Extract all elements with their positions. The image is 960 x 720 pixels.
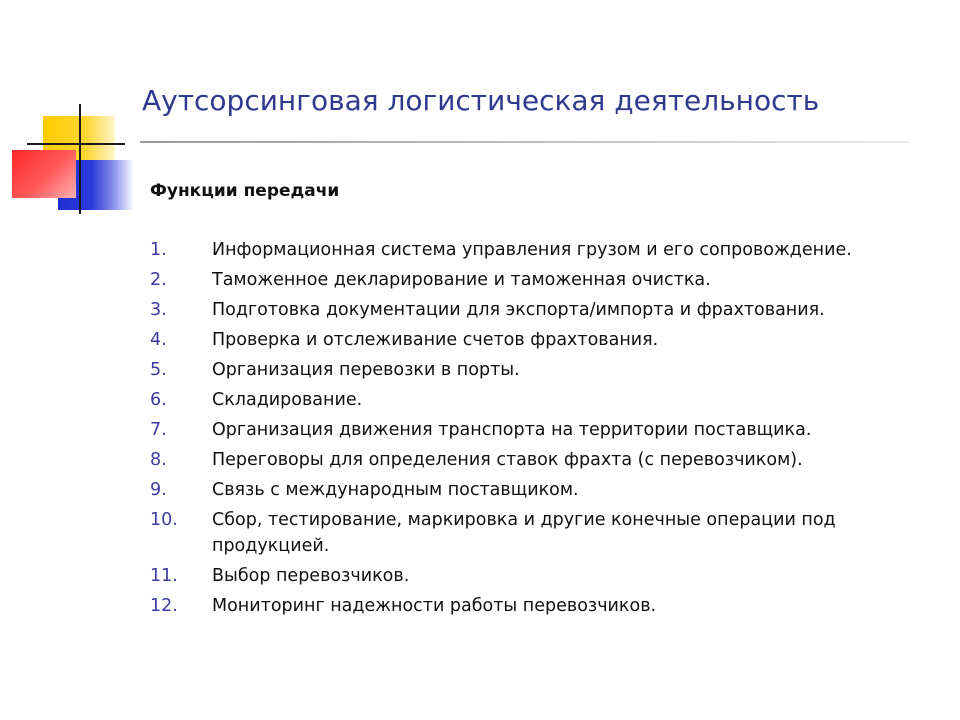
list-item xyxy=(150,563,890,589)
list-item xyxy=(150,447,890,473)
list-item xyxy=(150,357,890,383)
list-item xyxy=(150,593,890,619)
section-heading: Функции передачи xyxy=(150,181,340,201)
item-text: Подготовка документации для экспорта/импорта и фрахтования. xyxy=(212,300,825,320)
item-text: Таможенное декларирование и таможенная очистка. xyxy=(212,270,711,290)
item-number: 4. xyxy=(150,330,167,350)
list-item xyxy=(150,507,890,559)
item-number: 6. xyxy=(150,390,167,410)
item-number: 9. xyxy=(150,480,167,500)
list-item xyxy=(150,237,890,263)
list-item xyxy=(150,297,890,323)
item-text: Переговоры для определения ставок фрахта (с перевозчиком). xyxy=(212,450,803,470)
item-number: 5. xyxy=(150,360,167,380)
item-number: 12. xyxy=(150,596,178,616)
slide-title: Аутсорсинговая логистическая деятельность xyxy=(142,84,820,117)
list-item xyxy=(150,267,890,293)
item-text: Организация движения транспорта на территории поставщика. xyxy=(212,420,812,440)
item-number: 8. xyxy=(150,450,167,470)
list-item xyxy=(150,387,890,413)
item-number: 1. xyxy=(150,240,167,260)
decorative-red-square xyxy=(12,150,76,198)
item-text: Сбор, тестирование, маркировка и другие конечные операции под продукцией. xyxy=(212,510,836,556)
item-number: 11. xyxy=(150,566,178,586)
title-divider xyxy=(140,141,910,143)
item-text: Выбор перевозчиков. xyxy=(212,566,410,586)
list-item xyxy=(150,417,890,443)
item-number: 3. xyxy=(150,300,167,320)
list-item xyxy=(150,477,890,503)
functions-list xyxy=(150,237,890,623)
item-number: 2. xyxy=(150,270,167,290)
list-item xyxy=(150,327,890,353)
decorative-vertical-line xyxy=(79,104,81,214)
decorative-horizontal-line xyxy=(27,143,125,145)
item-text: Мониторинг надежности работы перевозчиков. xyxy=(212,596,657,616)
item-text: Информационная система управления грузом и его сопровождение. xyxy=(212,240,852,260)
item-text: Складирование. xyxy=(212,390,363,410)
item-number: 7. xyxy=(150,420,167,440)
item-text: Связь с международным поставщиком. xyxy=(212,480,579,500)
item-number: 10. xyxy=(150,510,178,530)
item-text: Проверка и отслеживание счетов фрахтования. xyxy=(212,330,659,350)
item-text: Организация перевозки в порты. xyxy=(212,360,520,380)
